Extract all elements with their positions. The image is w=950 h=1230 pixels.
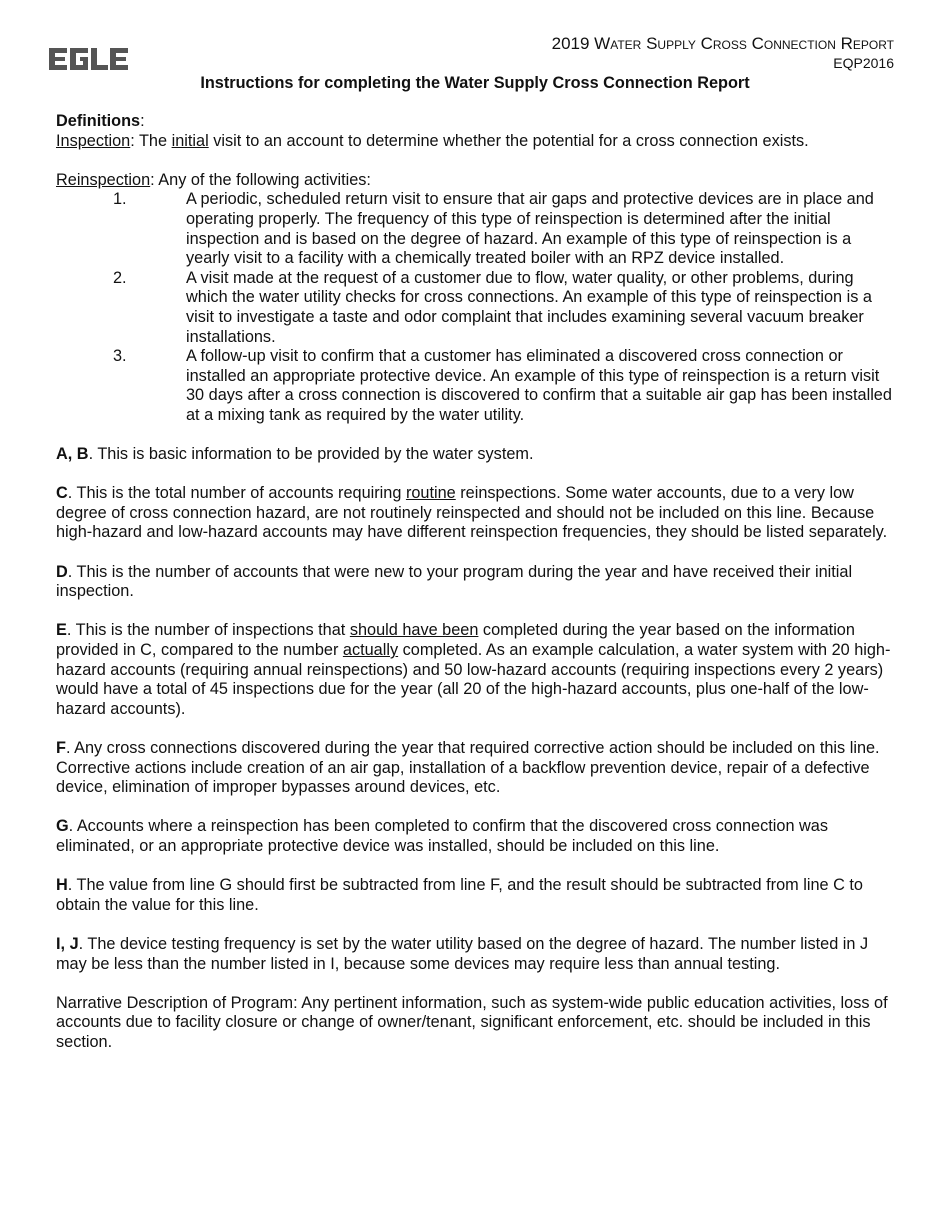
section-h: H. The value from line G should first be subtracted from line F, and the result should be subtracted from line C to obtain the value for this line. — [56, 876, 863, 914]
list-item: 2. A visit made at the request of a customer due to flow, water quality, or other problems, during which the water utility checks for cross connections. An example of this type of reinspection is a visit to investigate a taste and odor complaint that includes examining several vacuum breaker installations. — [113, 268, 872, 346]
report-title: 2019 Water Supply Cross Connection Report — [551, 34, 894, 53]
page-title: Instructions for completing the Water Supply Cross Connection Report — [200, 74, 750, 92]
form-id: EQP2016 — [833, 55, 894, 71]
section-e: E. This is the number of inspections that should have been completed during the year based on the information provided in C, compared to the number actually completed. As an example calculation, a water system with 20 high-hazard accounts (requiring annual reinspections) and 50 low-hazard accounts (requiring inspections every 2 years) would have a total of 45 inspections due for the year (all 20 of the high-hazard accounts, plus one-half of the low-hazard accounts). — [56, 621, 891, 718]
section-ij: I, J. The device testing frequency is set by the water utility based on the degree of hazard. The number listed in J may be less than the number listed in I, because some devices may require less than annual testing. — [56, 934, 869, 973]
list-item: 3. A follow-up visit to confirm that a customer has eliminated a discovered cross connection or installed an appropriate protective device. An example of this type of reinspection is a return visit 30 days after a cross connection is discovered to confirm that a suitable air gap has been installed at a mixing tank as required by the water utility. — [113, 347, 892, 424]
list-item: 1. A periodic, scheduled return visit to ensure that air gaps and protective devices are in place and operating properly. The frequency of this type of reinspection is determined after the initial inspection and is based on the degree of hazard. An example of this type of reinspection is a yearly visit to a facility with a chemically treated boiler with an RPZ device installed. — [113, 190, 874, 268]
narrative-description: Narrative Description of Program: Any pertinent information, such as system-wide public education activities, loss of accounts due to facility closure or change of owner/tenant, significant enforcement, etc. should be included in this section. — [56, 993, 888, 1051]
section-ab: A, B. This is basic information to be provided by the water system. — [56, 445, 534, 464]
section-d: D. This is the number of accounts that were new to your program during the year and have received their initial inspection. — [56, 562, 853, 601]
definitions-heading: Definitions: — [56, 112, 145, 130]
reinspection-activities-list — [56, 190, 896, 425]
section-c: C. This is the total number of accounts requiring routine reinspections. Some water accounts, due to a very low degree of cross connection hazard, are not routinely reinspected and should not be included on this line. Because high-hazard and low-hazard accounts may have different reinspection frequencies, they should be listed separately. — [56, 484, 888, 542]
section-f: F. Any cross connections discovered during the year that required corrective action should be included on this line. Corrective actions include creation of an air gap, installation of a backflow prevention device, repair of a defective device, elimination of improper bypasses around devices, etc. — [56, 739, 880, 797]
section-g: G. Accounts where a reinspection has been completed to confirm that the discovered cross connection was eliminated, or an appropriate protective device was installed, should be included on this line. — [56, 817, 828, 855]
instructions-body — [56, 112, 896, 1053]
inspection-definition: Inspection: The initial visit to an account to determine whether the potential for a cross connection exists. — [56, 131, 809, 150]
reinspection-term: Reinspection — [56, 170, 151, 189]
egle-logo — [48, 46, 128, 72]
reinspection-definition: Reinspection: Any of the following activities: — [56, 170, 371, 189]
inspection-term: Inspection — [56, 131, 131, 150]
definitions-label: Definitions — [56, 112, 141, 130]
